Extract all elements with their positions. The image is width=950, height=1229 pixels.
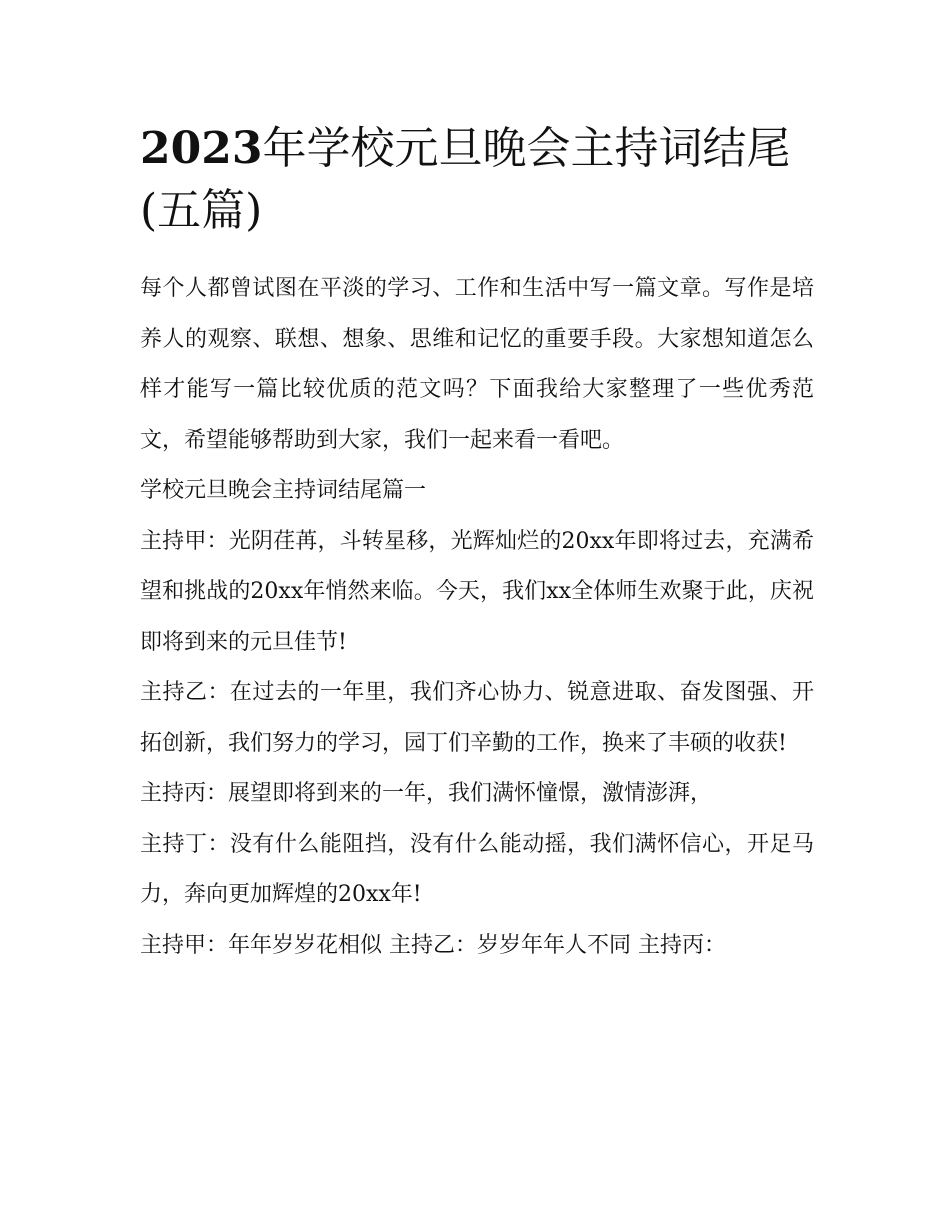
document-body [140, 264, 814, 971]
closing-paragraph: 主持甲：年年岁岁花相似 主持乙：岁岁年年人不同 主持丙： [140, 932, 726, 958]
host-c-paragraph: 主持丙：展望即将到来的一年，我们满怀憧憬，激情澎湃， [140, 781, 713, 806]
title-text: 年学校元旦晚会主持词结尾(五篇) [140, 123, 791, 236]
host-d-paragraph: 主持丁：没有什么能阻挡，没有什么能动摇，我们满怀信心，开足马力，奔向更加辉煌的20xx年! [140, 831, 814, 907]
intro-paragraph: 每个人都曾试图在平淡的学习、工作和生活中写一篇文章。写作是培养人的观察、联想、想象、思维和记忆的重要手段。大家想知道怎么样才能写一篇比较优质的范文吗？下面我给大家整理了一些优秀范文，希望能够帮助到大家，我们一起来看一看吧。 [140, 276, 814, 453]
section-heading: 学校元旦晚会主持词结尾篇一 [140, 478, 427, 503]
host-a-paragraph: 主持甲：光阴荏苒，斗转星移，光辉灿烂的20xx年即将过去，充满希望和挑战的20xx年悄然来临。今天，我们xx全体师生欢聚于此，庆祝即将到来的元旦佳节! [140, 528, 814, 655]
title-year: 2023 [140, 123, 263, 174]
document-title [140, 118, 814, 242]
host-b-paragraph: 主持乙：在过去的一年里，我们齐心协力、锐意进取、奋发图强、开拓创新，我们努力的学习，园丁们辛勤的工作，换来了丰硕的收获! [140, 680, 814, 756]
